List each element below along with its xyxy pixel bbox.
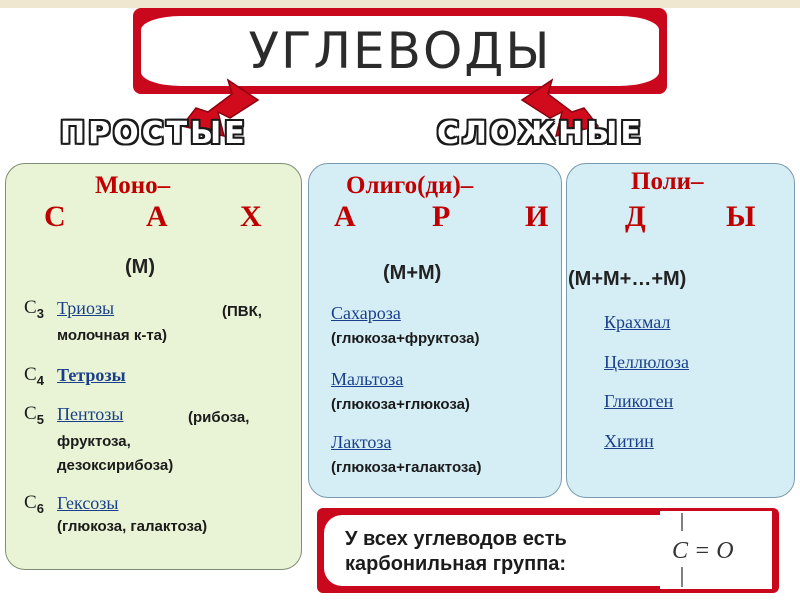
mono-item-name: Тетрозы <box>57 365 126 385</box>
mono-item-name: Гексозы <box>57 493 119 513</box>
saccharide-letter: Р <box>432 200 451 233</box>
poly-prefix: Поли– <box>631 168 704 195</box>
poly-panel <box>566 163 795 498</box>
oligo-item-name: Сахароза <box>331 303 401 323</box>
saccharide-letter: А <box>334 200 356 233</box>
oligo-item-note: (глюкоза+фруктоза) <box>331 330 480 347</box>
poly-item-name: Гликоген <box>604 391 674 411</box>
info-line: У всех углеводов есть <box>345 528 567 550</box>
oligo-item-name: Мальтоза <box>331 369 404 389</box>
saccharide-letter: А <box>146 200 168 233</box>
page-title: УГЛЕВОДЫ <box>248 22 552 80</box>
info-text <box>345 527 567 577</box>
info-inner <box>324 515 662 586</box>
mono-prefix: Моно– <box>95 172 171 199</box>
oligo-item-name: Лактоза <box>331 432 392 452</box>
carbon-count: $C_6$ <box>24 492 44 516</box>
mono-item-note: фруктоза, <box>57 433 131 450</box>
saccharide-letter: С <box>44 200 66 233</box>
saccharide-letter: Д <box>625 200 646 233</box>
carbonyl-group-icon <box>660 511 772 589</box>
poly-item-name: Крахмал <box>604 312 671 332</box>
oligo-formula: (М+М) <box>383 262 442 284</box>
carbon-count: $C_4$ <box>24 364 44 388</box>
mono-item-note: (рибоза, <box>188 409 250 426</box>
poly-formula: (М+М+…+М) <box>568 268 687 290</box>
poly-item-name: Хитин <box>604 431 654 451</box>
carbonyl-text: C = O <box>672 538 734 564</box>
oligo-item-note: (глюкоза+глюкоза) <box>331 396 470 413</box>
saccharide-letter: Ы <box>726 200 756 233</box>
oligo-item-note: (глюкоза+галактоза) <box>331 459 482 476</box>
oligo-prefix: Олиго(ди)– <box>346 172 474 199</box>
mono-formula: (М) <box>125 256 155 278</box>
saccharide-letter: И <box>525 200 549 233</box>
carbonyl-formula <box>660 511 772 589</box>
mono-item-name: Пентозы <box>57 404 124 424</box>
carbon-count: $C_3$ <box>24 297 44 321</box>
mono-item-note: (глюкоза, галактоза) <box>57 518 208 535</box>
poly-item-name: Целлюлоза <box>604 352 690 372</box>
info-line: карбонильная группа: <box>345 553 567 575</box>
saccharide-letter: Х <box>240 200 262 233</box>
mono-item-note: (ПВК, <box>222 303 262 320</box>
category-complex: СЛОЖНЫЕ <box>437 116 644 151</box>
mono-item-note: молочная к-та) <box>57 327 168 344</box>
category-simple: ПРОСТЫЕ <box>60 116 248 151</box>
mono-item-note: дезоксирибоза) <box>57 457 174 474</box>
carbon-count: $C_5$ <box>24 403 44 427</box>
mono-item-name: Триозы <box>57 298 115 318</box>
